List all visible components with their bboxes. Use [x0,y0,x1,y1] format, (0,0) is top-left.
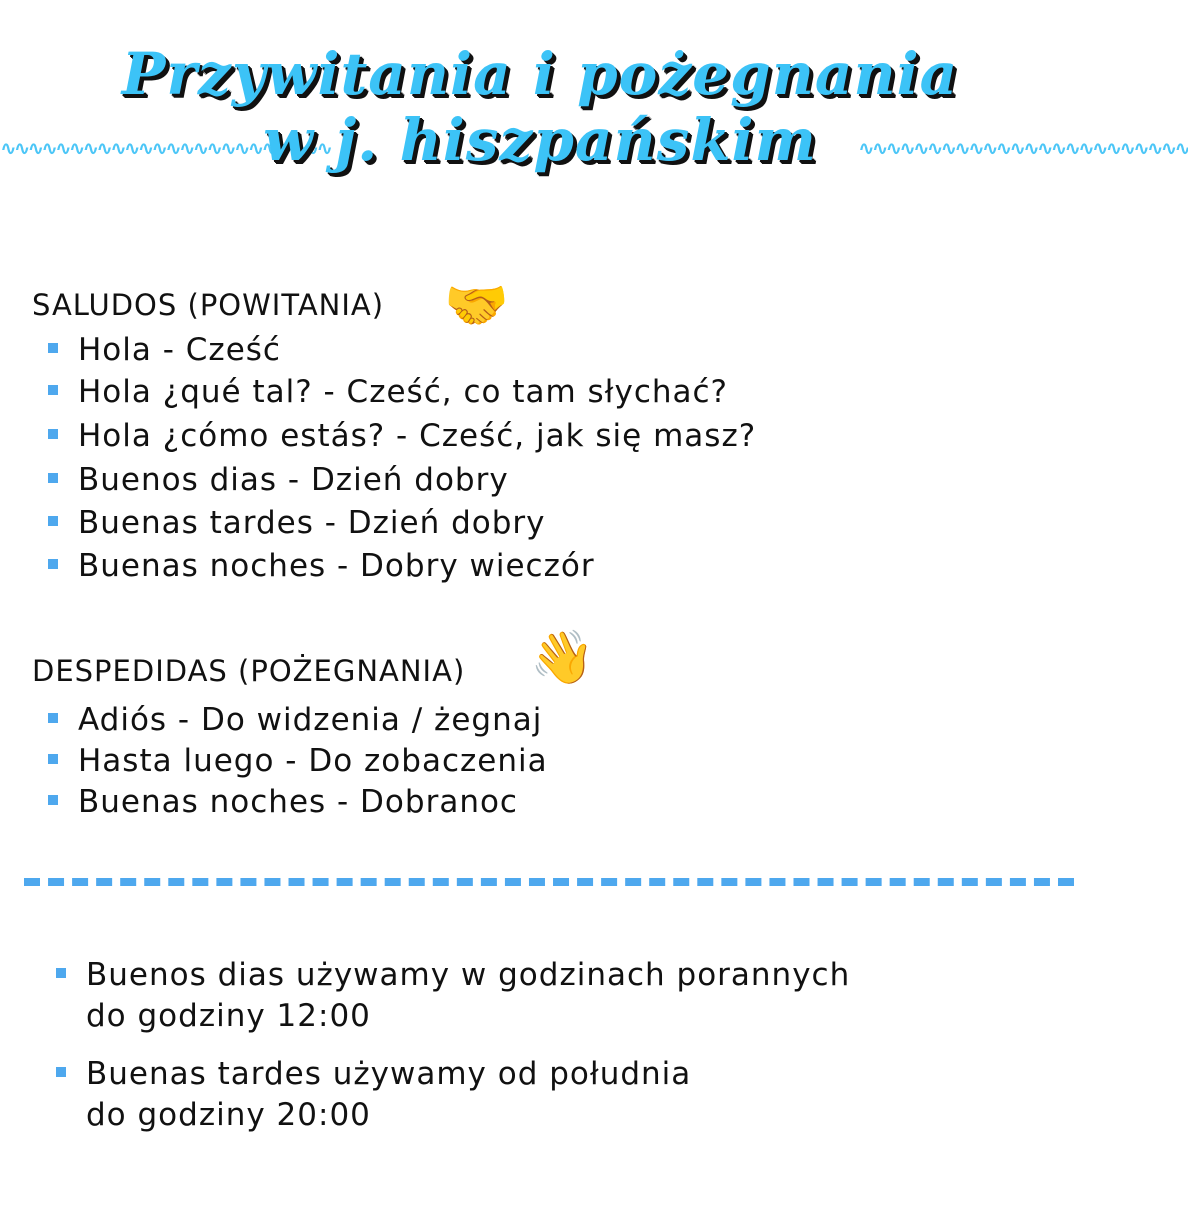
bullet-icon [48,713,58,723]
dashed-divider [24,878,1074,886]
bullet-icon [48,429,58,439]
list-item [48,374,728,410]
bullet-icon [48,343,58,353]
despedidas-heading: DESPEDIDAS (POŻEGNANIA) [32,654,466,688]
item-text: Buenas tardes - Dzień dobry [78,505,546,541]
note-line2: do godziny 20:00 [86,1097,371,1133]
list-item [48,332,281,368]
bullet-icon [56,968,66,978]
item-text: Adiós - Do widzenia / żegnaj [78,702,543,738]
list-item [48,418,756,454]
note-item [56,955,850,1037]
list-item [48,784,518,820]
list-item [48,702,542,738]
bullet-icon [48,473,58,483]
note-line2: do godziny 12:00 [86,998,371,1034]
list-item [48,743,548,779]
item-text: Hola - Cześć [78,332,281,368]
note-line1: Buenas tardes używamy od południa [86,1056,692,1092]
saludos-heading: SALUDOS (POWITANIA) [32,288,385,322]
note-item [56,1054,691,1136]
waving-hand-icon: 👋 [530,628,595,688]
list-item [48,505,546,541]
bullet-icon [48,385,58,395]
page-title-line1: Przywitania i pożegnania [121,40,959,108]
list-item [48,548,595,584]
wave-decoration-right: ∿∿∿∿∿∿∿∿∿∿∿∿∿∿∿∿∿∿∿∿∿∿∿∿ [858,136,1188,160]
item-text: Buenas noches - Dobry wieczór [78,548,595,584]
handshake-icon: 🤝 [444,276,509,336]
item-text: Buenas noches - Dobranoc [78,784,518,820]
item-text: Hola ¿qué tal? - Cześć, co tam słychać? [78,374,729,410]
wave-decoration-left: ∿∿∿∿∿∿∿∿∿∿∿∿∿∿∿∿∿∿∿∿∿∿∿∿ [0,136,331,160]
item-text: Hasta luego - Do zobaczenia [78,743,548,779]
bullet-icon [48,516,58,526]
note-line1: Buenos dias używamy w godzinach porannych [86,957,851,993]
bullet-icon [48,754,58,764]
item-text: Hola ¿cómo estás? - Cześć, jak się masz? [78,418,757,454]
list-item [48,462,509,498]
bullet-icon [48,795,58,805]
bullet-icon [56,1067,66,1077]
page-title-line2: w j. hiszpańskim [263,106,817,174]
bullet-icon [48,559,58,569]
item-text: Buenos dias - Dzień dobry [78,462,509,498]
